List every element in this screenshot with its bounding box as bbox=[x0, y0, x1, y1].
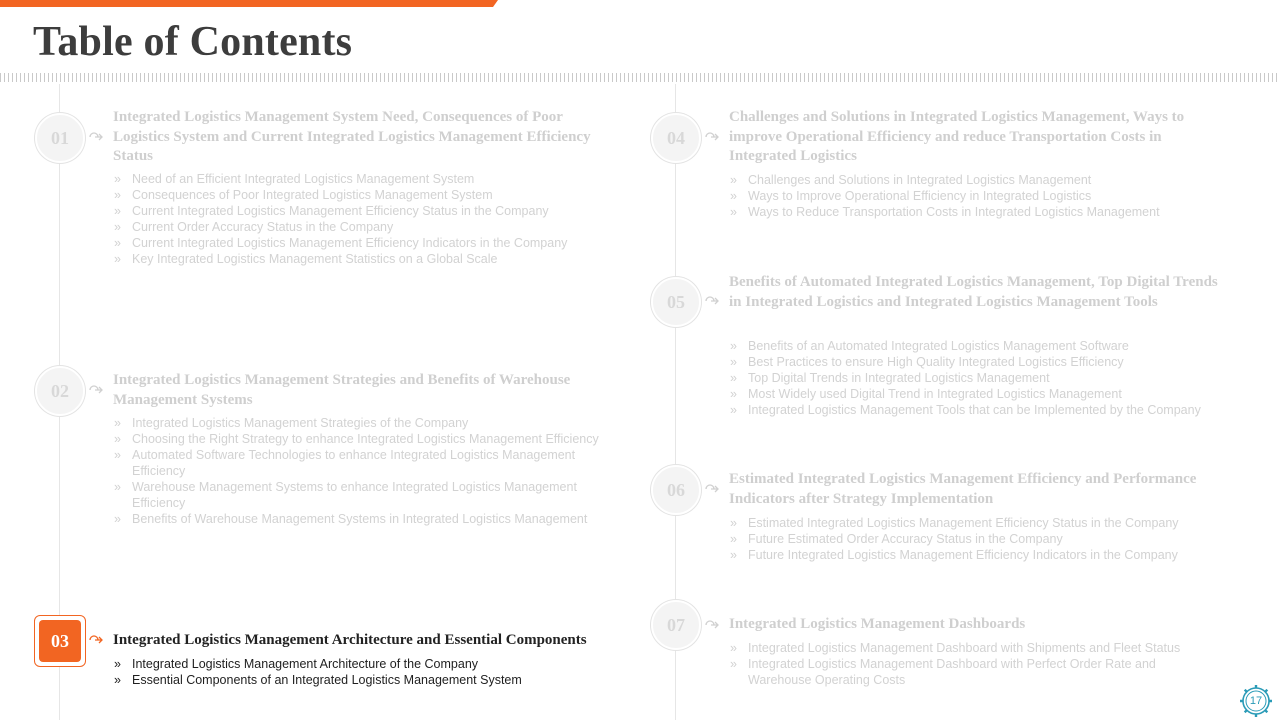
list-item: » Choosing the Right Strategy to enhance Integrated Logistics Management Efficiency bbox=[113, 431, 623, 447]
top-accent-bar bbox=[0, 0, 498, 7]
list-item: » Benefits of Warehouse Management Systems in Integrated Logistics Management bbox=[113, 511, 623, 527]
list-item: » Current Integrated Logistics Management Efficiency Status in the Company bbox=[113, 203, 623, 219]
section-number-badge: 01 bbox=[35, 113, 85, 163]
arrow-icon bbox=[705, 296, 719, 306]
section-title: Integrated Logistics Management Architecture and Essential Components bbox=[113, 632, 587, 648]
list-item: » Ways to Reduce Transportation Costs in Integrated Logistics Management bbox=[729, 204, 1229, 220]
page-title: Table of Contents bbox=[33, 19, 353, 65]
list-item: » Future Integrated Logistics Management Efficiency Indicators in the Company bbox=[729, 547, 1239, 563]
list-item: » Current Order Accuracy Status in the Company bbox=[113, 219, 623, 235]
list-item: » Ways to Improve Operational Efficiency in Integrated Logistics bbox=[729, 188, 1229, 204]
section-title: Estimated Integrated Logistics Management Efficiency and Performance Indicators after Strategy Implementation bbox=[729, 471, 1197, 507]
list-item: » Estimated Integrated Logistics Management Efficiency Status in the Company bbox=[729, 515, 1239, 531]
arrow-icon bbox=[89, 132, 103, 142]
list-item: » Need of an Efficient Integrated Logistics Management System bbox=[113, 171, 623, 187]
arrow-icon bbox=[705, 132, 719, 142]
active-section-badge bbox=[34, 615, 86, 667]
section-item-list bbox=[729, 338, 1239, 418]
arrow-icon bbox=[705, 484, 719, 494]
section-item-list bbox=[729, 515, 1239, 563]
section-item-list bbox=[113, 415, 623, 527]
section-number-badge: 05 bbox=[651, 277, 701, 327]
list-item: » Integrated Logistics Management Architecture of the Company bbox=[113, 656, 633, 672]
section-item-list bbox=[113, 656, 633, 688]
section-item-list bbox=[729, 172, 1229, 220]
list-item: » Essential Components of an Integrated Logistics Management System bbox=[113, 672, 633, 688]
list-item: » Best Practices to ensure High Quality Integrated Logistics Efficiency bbox=[729, 354, 1239, 370]
arrow-icon bbox=[705, 620, 719, 630]
list-item: » Benefits of an Automated Integrated Logistics Management Software bbox=[729, 338, 1239, 354]
arrow-icon bbox=[89, 635, 103, 645]
section-item-list bbox=[113, 171, 623, 267]
list-item: » Current Integrated Logistics Management Efficiency Indicators in the Company bbox=[113, 235, 623, 251]
section-title: Challenges and Solutions in Integrated Logistics Management, Ways to improve Operational Efficiency and reduce Transportation Costs in Integrated Logistics bbox=[729, 109, 1185, 164]
list-item: » Automated Software Technologies to enhance Integrated Logistics Management Efficiency bbox=[113, 447, 623, 479]
page-number-badge bbox=[1238, 683, 1274, 719]
list-item: » Integrated Logistics Management Tools that can be Implemented by the Company bbox=[729, 402, 1239, 418]
hatched-divider bbox=[0, 73, 1280, 82]
section-number-badge: 04 bbox=[651, 113, 701, 163]
section-title: Integrated Logistics Management Dashboards bbox=[729, 616, 1026, 632]
list-item: » Integrated Logistics Management Strategies of the Company bbox=[113, 415, 623, 431]
list-item: » Integrated Logistics Management Dashboard with Perfect Order Rate and Warehouse Operating Costs bbox=[729, 656, 1209, 688]
list-item: » Integrated Logistics Management Dashboard with Shipments and Fleet Status bbox=[729, 640, 1209, 656]
section-item-list bbox=[729, 640, 1209, 688]
list-item: » Warehouse Management Systems to enhance Integrated Logistics Management Efficiency bbox=[113, 479, 623, 511]
section-number-badge: 02 bbox=[35, 366, 85, 416]
section-number-badge: 06 bbox=[651, 465, 701, 515]
section-title: Benefits of Automated Integrated Logistics Management, Top Digital Trends in Integrated Logistics and Integrated Logistics Management Tools bbox=[729, 274, 1218, 310]
arrow-icon bbox=[89, 385, 103, 395]
list-item: » Future Estimated Order Accuracy Status in the Company bbox=[729, 531, 1239, 547]
list-item: » Top Digital Trends in Integrated Logistics Management bbox=[729, 370, 1239, 386]
list-item: » Most Widely used Digital Trend in Integrated Logistics Management bbox=[729, 386, 1239, 402]
list-item: » Challenges and Solutions in Integrated Logistics Management bbox=[729, 172, 1229, 188]
page-number: 17 bbox=[1249, 695, 1263, 707]
section-number-badge: 07 bbox=[651, 600, 701, 650]
section-title: Integrated Logistics Management System Need, Consequences of Poor Logistics System and Current Integrated Logistics Management Efficiency Status bbox=[113, 109, 591, 164]
section-number: 03 bbox=[39, 620, 81, 662]
list-item: » Consequences of Poor Integrated Logistics Management System bbox=[113, 187, 623, 203]
section-title: Integrated Logistics Management Strategies and Benefits of Warehouse Management Systems bbox=[113, 372, 571, 408]
list-item: » Key Integrated Logistics Management Statistics on a Global Scale bbox=[113, 251, 623, 267]
